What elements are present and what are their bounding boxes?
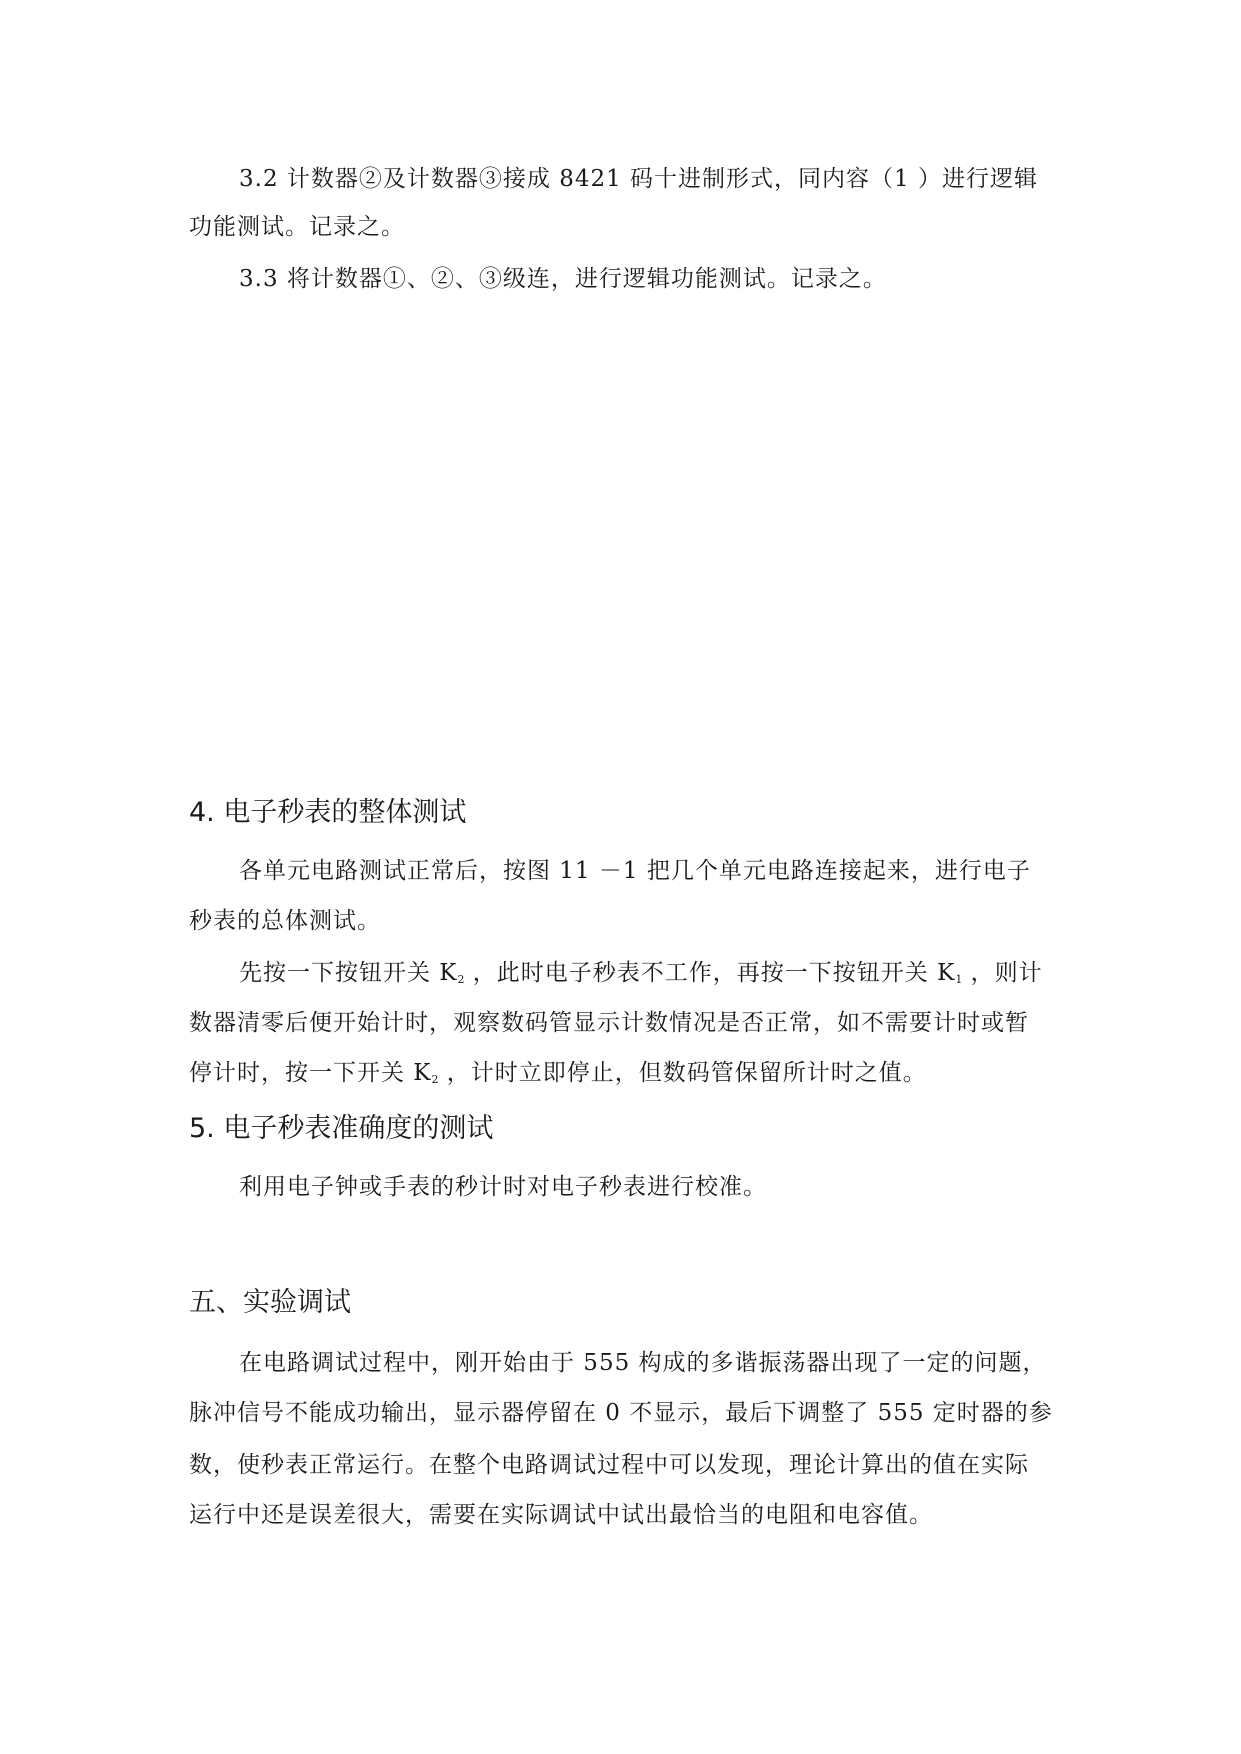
para-five-line1: 在电路调试过程中，刚开始由于 555 构成的多谐振荡器出现了一定的问题， — [239, 1350, 1047, 1376]
para-4-1-line2: 秒表的总体测试。 — [189, 908, 381, 934]
para-4-2-line1 — [239, 954, 1043, 987]
para-5-1: 利用电子钟或手表的秒计时对电子秒表进行校准。 — [239, 1174, 767, 1200]
para-3-2-line2: 功能测试。记录之。 — [189, 214, 405, 240]
para-4-2-line3 — [189, 1054, 927, 1087]
subscript: 2 — [457, 973, 465, 986]
text-segment: 停计时，按一下开关 K — [189, 1060, 432, 1086]
text-segment: 先按一下按钮开关 K — [239, 960, 458, 986]
para-five-line2: 脉冲信号不能成功输出，显示器停留在 0 不显示，最后下调整了 555 定时器的参 — [189, 1400, 1053, 1426]
heading-section-4: 4. 电子秒表的整体测试 — [189, 797, 467, 828]
heading-section-5: 5. 电子秒表准确度的测试 — [189, 1113, 494, 1144]
para-4-2-line2: 数器清零后便开始计时，观察数码管显示计数情况是否正常，如不需要计时或暂 — [189, 1010, 1029, 1036]
text-segment: ，此时电子秒表不工作，再按一下按钮开关 K — [464, 960, 956, 986]
para-five-line3: 数，使秒表正常运行。在整个电路调试过程中可以发现，理论计算出的值在实际 — [189, 1452, 1029, 1478]
text-segment: ，则计 — [962, 960, 1043, 986]
subscript: 2 — [431, 1073, 439, 1086]
para-4-1-line1: 各单元电路测试正常后，按图 11 －1 把几个单元电路连接起来，进行电子 — [239, 858, 1031, 884]
para-3-2-line1: 3.2 计数器②及计数器③接成 8421 码十进制形式，同内容（1 ）进行逻辑 — [239, 166, 1038, 192]
text-segment: ，计时立即停止，但数码管保留所计时之值。 — [438, 1060, 927, 1086]
subscript: 1 — [955, 973, 963, 986]
heading-section-five: 五、实验调试 — [189, 1287, 351, 1318]
para-3-3: 3.3 将计数器①、②、③级连，进行逻辑功能测试。记录之。 — [239, 266, 887, 292]
para-five-line4: 运行中还是误差很大，需要在实际调试中试出最恰当的电阻和电容值。 — [189, 1502, 933, 1528]
